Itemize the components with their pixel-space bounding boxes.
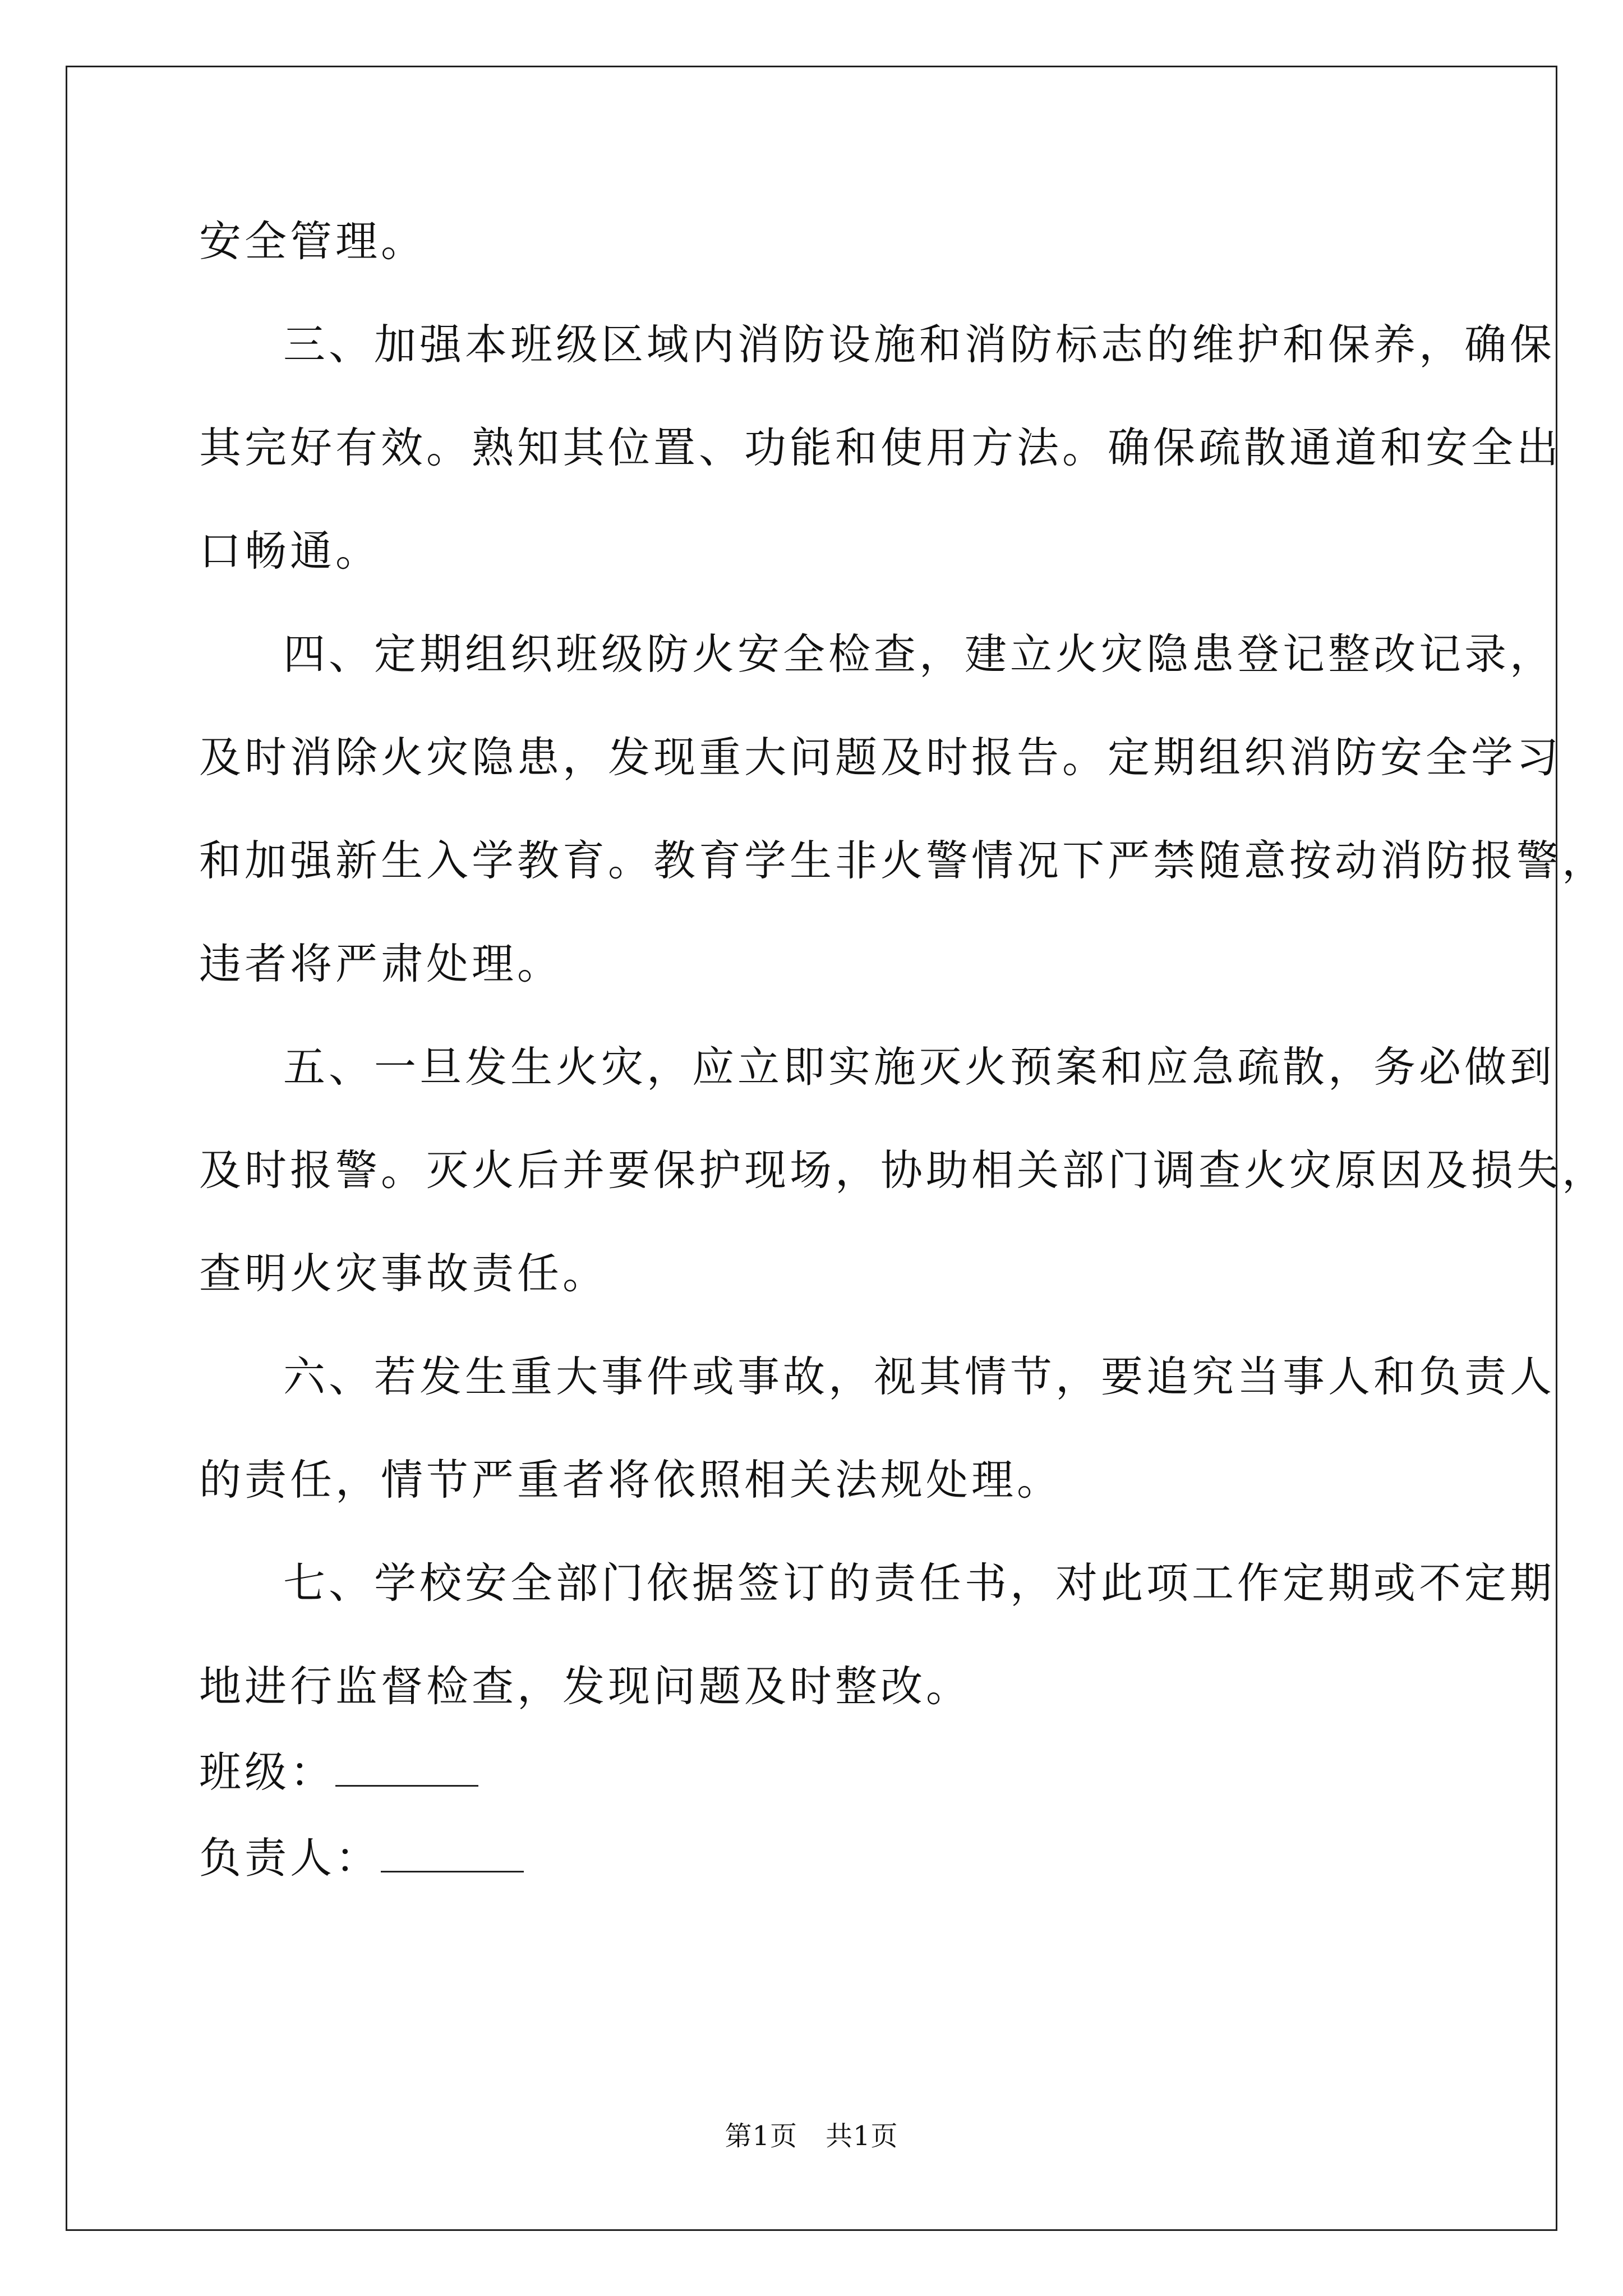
paragraph-line: 和加强新生入学教育。教育学生非火警情况下严禁随意按动消防报警， (199, 836, 1608, 885)
class-label: 班级： (199, 1747, 336, 1797)
page-footer (0, 2119, 1623, 2153)
paragraph-line: 安全管理。 (199, 217, 427, 266)
paragraph-line: 四、定期组织班级防火安全检查，建立火灾隐患登记整改记录， (283, 629, 1556, 679)
paragraph-line: 三、加强本班级区域内消防设施和消防标志的维护和保养，确保 (283, 320, 1556, 369)
responsible-label: 负责人： (199, 1833, 381, 1883)
paragraph-line: 七、学校安全部门依据签订的责任书，对此项工作定期或不定期 (283, 1558, 1556, 1608)
paragraph-line: 口畅通。 (199, 526, 381, 576)
paragraph-line: 地进行监督检查，发现问题及时整改。 (199, 1662, 972, 1711)
class-field (199, 1744, 1433, 1800)
paragraph-line: 六、若发生重大事件或事故，视其情节，要追究当事人和负责人 (283, 1352, 1556, 1401)
paragraph-line: 的责任，情节严重者将依照相关法规处理。 (199, 1455, 1063, 1504)
class-blank[interactable] (335, 1751, 478, 1787)
paragraph-line: 及时消除火灾隐患，发现重大问题及时报告。定期组织消防安全学习 (199, 733, 1562, 782)
paragraph-line: 其完好有效。熟知其位置、功能和使用方法。确保疏散通道和安全出 (199, 423, 1562, 472)
paragraph-line: 查明火灾事故责任。 (199, 1249, 608, 1298)
paragraph-line: 违者将严肃处理。 (199, 939, 563, 988)
paragraph-line: 五、一旦发生火灾，应立即实施灭火预案和应急疏散，务必做到 (283, 1042, 1556, 1092)
page-total: 共1页 (826, 2120, 898, 2152)
document-body (199, 213, 1608, 1933)
responsible-field (199, 1830, 1433, 1886)
page-number: 第1页 (725, 2120, 797, 2152)
responsible-blank[interactable] (381, 1837, 524, 1872)
paragraph-line: 及时报警。灭火后并要保护现场，协助相关部门调查火灾原因及损失， (199, 1145, 1608, 1195)
